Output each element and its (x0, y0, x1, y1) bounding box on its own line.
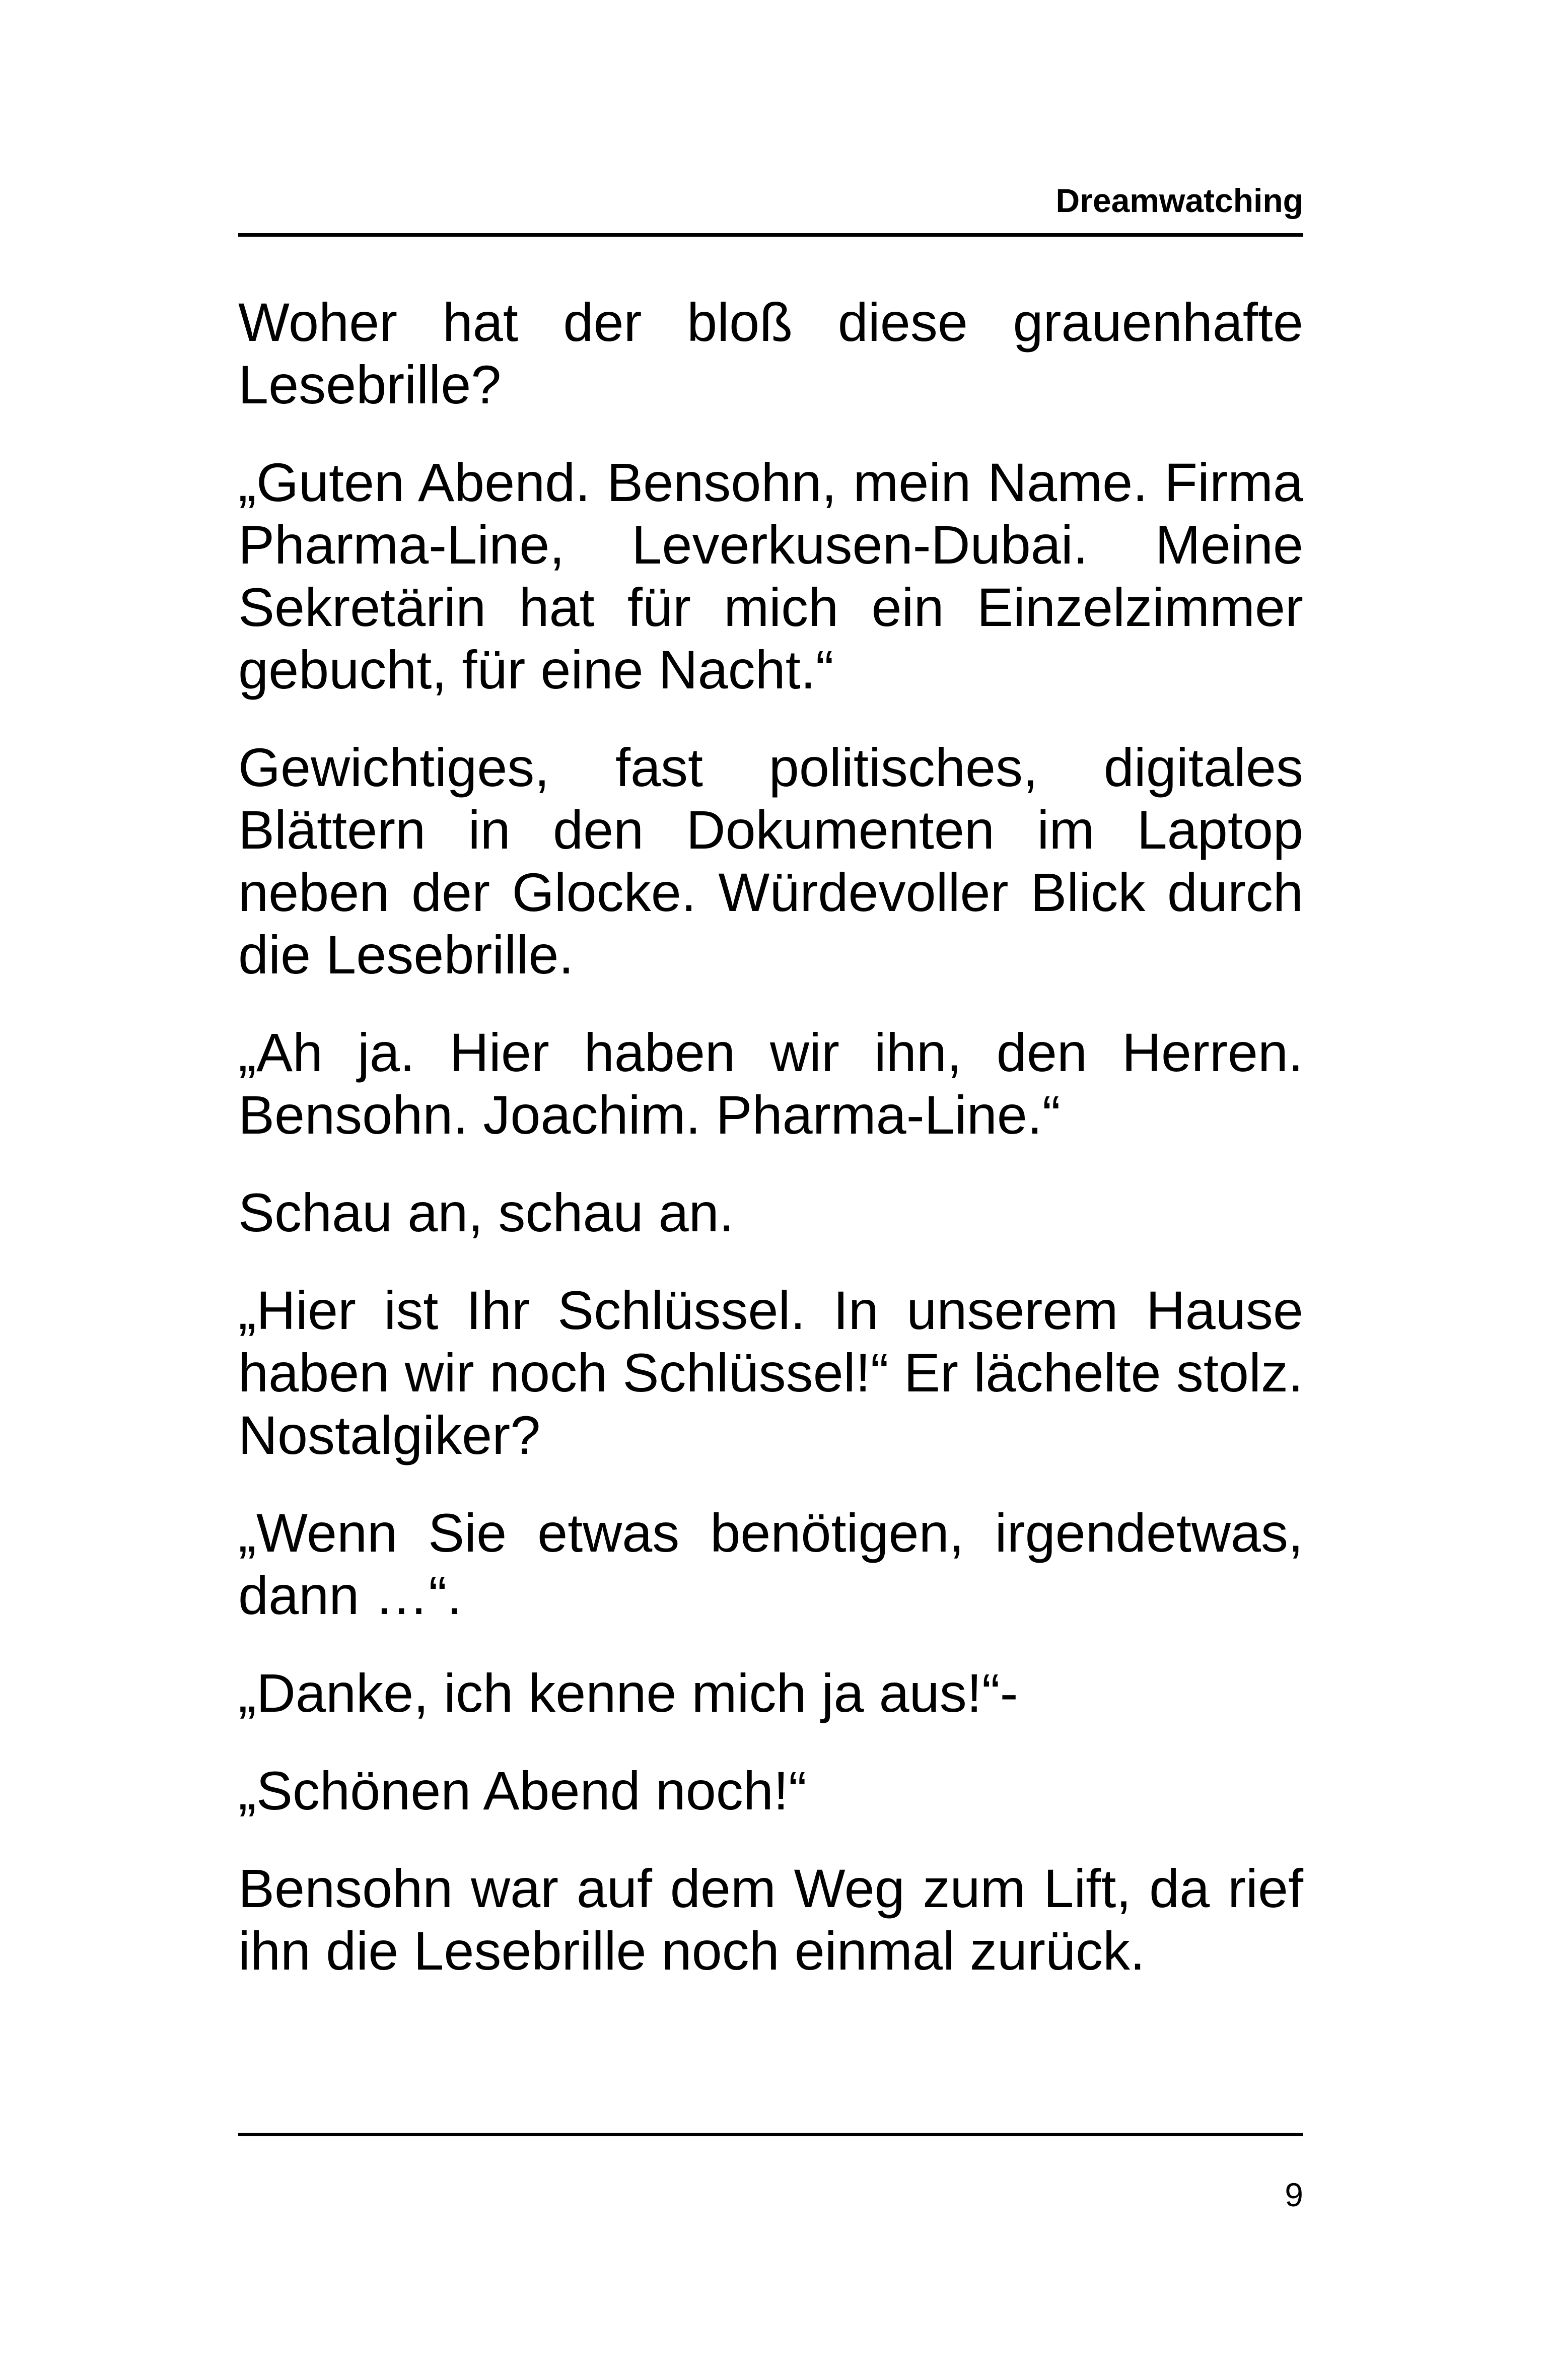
body-text (238, 291, 1303, 2017)
paragraph: Schau an, schau an. (238, 1182, 734, 1243)
header-rule (238, 233, 1303, 237)
page-number: 9 (1285, 2176, 1303, 2213)
footer-rule (238, 2133, 1303, 2136)
paragraph: „Guten Abend. Bensohn, mein Name. Firma Pharma-Line, Leverkusen-Dubai. Meine Sekretärin hat für mich ein Einzelzimmer gebucht, für eine Nacht.“ (238, 452, 1303, 700)
running-header: Dreamwatching (1055, 182, 1303, 219)
paragraph: Bensohn war auf dem Weg zum Lift, da rief ihn die Lesebrille noch einmal zurück. (238, 1858, 1303, 1981)
paragraph: „Ah ja. Hier haben wir ihn, den Herren. Bensohn. Joachim. Pharma-Line.“ (238, 1022, 1303, 1145)
paragraph: „Danke, ich kenne mich ja aus!“- (238, 1662, 1018, 1723)
paragraph: „Hier ist Ihr Schlüssel. In unserem Hause haben wir noch Schlüssel!“ Er lächelte stolz. Nostalgiker? (238, 1280, 1303, 1465)
paragraph: „Schönen Abend noch!“ (238, 1760, 807, 1821)
paragraph: „Wenn Sie etwas benötigen, irgendetwas, dann …“. (238, 1502, 1303, 1626)
paragraph: Woher hat der bloß diese grauenhafte Lesebrille? (238, 292, 1303, 415)
paragraph: Gewichtiges, fast politisches, digitales Blättern in den Dokumenten im Laptop neben der Glocke. Würdevoller Blick durch die Lesebrille. (238, 737, 1303, 985)
